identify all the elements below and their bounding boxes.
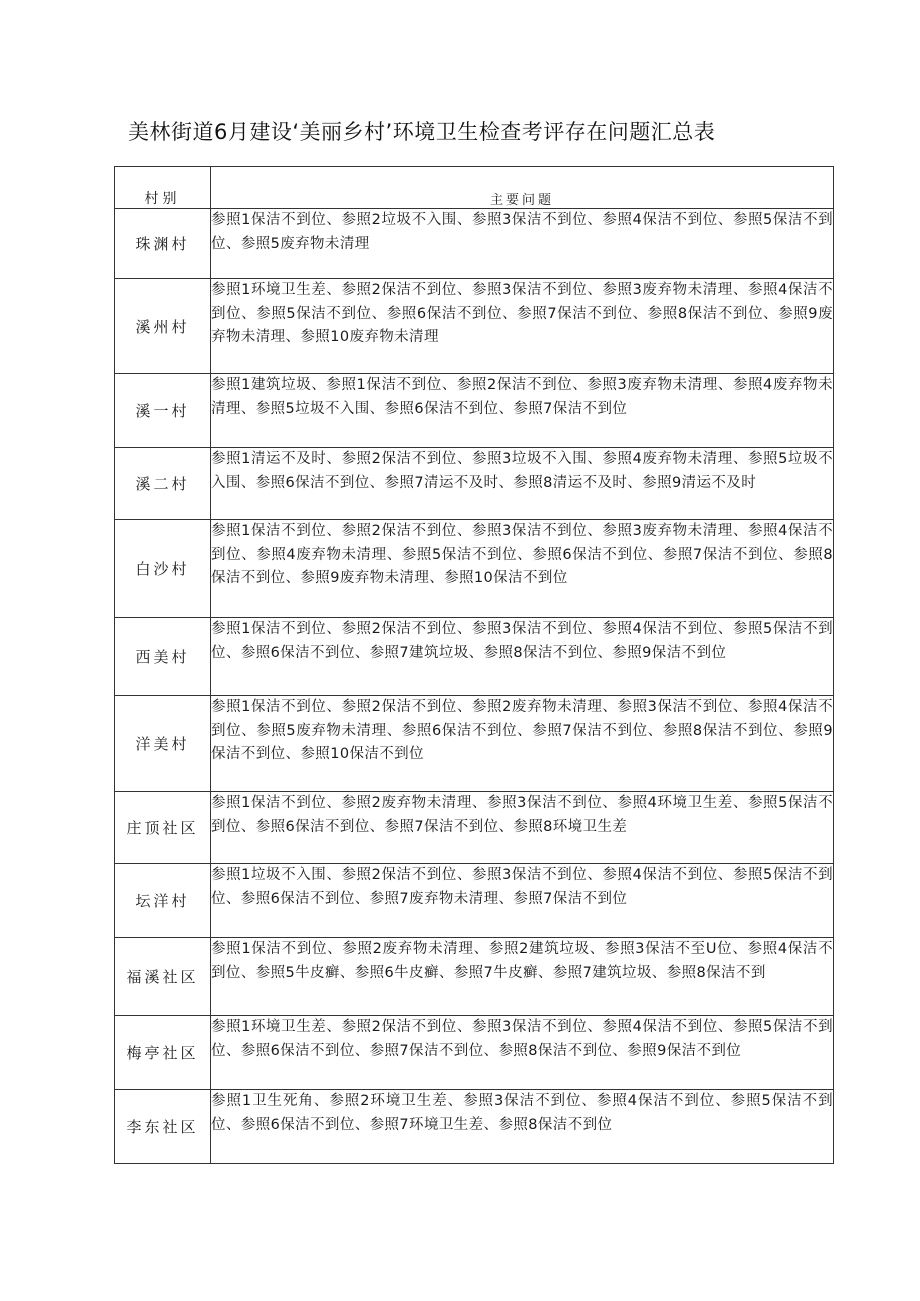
table-row [115,1090,834,1164]
village-problems: 参照1垃圾不入围、参照2保洁不到位、参照3保洁不到位、参照4保洁不到位、参照5保洁不到位、参照6保洁不到位、参照7废弃物未清理、参照7保洁不到位 [211,864,834,938]
village-problems: 参照1保洁不到位、参照2保洁不到位、参照3保洁不到位、参照4保洁不到位、参照5保洁不到位、参照6保洁不到位、参照7建筑垃圾、参照8保洁不到位、参照9保洁不到位 [211,618,834,696]
table-row [115,279,834,374]
problem-summary-table [114,166,834,1164]
village-problems: 参照1保洁不到位、参照2废弃物未清理、参照3保洁不到位、参照4环境卫生差、参照5保洁不到位、参照6保洁不到位、参照7保洁不到位、参照8环境卫生差 [211,792,834,864]
village-name: 溪州村 [115,279,211,374]
table-row [115,209,834,279]
village-name: 洋美村 [115,696,211,792]
village-name: 梅亭社区 [115,1016,211,1090]
column-header-problems: 主要问题 [211,167,834,209]
table-row [115,520,834,618]
table-row [115,618,834,696]
village-problems: 参照1保洁不到位、参照2保洁不到位、参照2废弃物未清理、参照3保洁不到位、参照4保洁不到位、参照5废弃物未清理、参照6保洁不到位、参照7保洁不到位、参照8保洁不到位、参照9保洁不到位、参照10保洁不到位 [211,696,834,792]
village-problems: 参照1卫生死角、参照2环境卫生差、参照3保洁不到位、参照4保洁不到位、参照5保洁不到位、参照6保洁不到位、参照7环境卫生差、参照8保洁不到位 [211,1090,834,1164]
village-name: 西美村 [115,618,211,696]
village-problems: 参照1清运不及时、参照2保洁不到位、参照3垃圾不入围、参照4废弃物未清理、参照5垃圾不入围、参照6保洁不到位、参照7清运不及时、参照8清运不及时、参照9清运不及时 [211,448,834,520]
table-row [115,1016,834,1090]
table-row [115,448,834,520]
village-name: 坛洋村 [115,864,211,938]
village-problems: 参照1环境卫生差、参照2保洁不到位、参照3保洁不到位、参照3废弃物未清理、参照4保洁不到位、参照5保洁不到位、参照6保洁不到位、参照7保洁不到位、参照8保洁不到位、参照9废弃物未清理、参照10废弃物未清理 [211,279,834,374]
village-problems: 参照1保洁不到位、参照2废弃物未清理、参照2建筑垃圾、参照3保洁不至U位、参照4保洁不到位、参照5牛皮癣、参照6牛皮癣、参照7牛皮癣、参照7建筑垃圾、参照8保洁不到 [211,938,834,1016]
table-row [115,696,834,792]
village-name: 溪一村 [115,374,211,448]
village-problems: 参照1建筑垃圾、参照1保洁不到位、参照2保洁不到位、参照3废弃物未清理、参照4废弃物未清理、参照5垃圾不入围、参照6保洁不到位、参照7保洁不到位 [211,374,834,448]
table-row [115,374,834,448]
table-row [115,792,834,864]
column-header-village: 村别 [115,167,211,209]
village-name: 溪二村 [115,448,211,520]
village-name: 福溪社区 [115,938,211,1016]
table-row [115,864,834,938]
document-title: 美林街道6月建设‘美丽乡村’环境卫生检查考评存在问题汇总表 [128,120,716,144]
village-problems: 参照1保洁不到位、参照2垃圾不入围、参照3保洁不到位、参照4保洁不到位、参照5保洁不到位、参照5废弃物未清理 [211,209,834,279]
village-name: 李东社区 [115,1090,211,1164]
village-problems: 参照1环境卫生差、参照2保洁不到位、参照3保洁不到位、参照4保洁不到位、参照5保洁不到位、参照6保洁不到位、参照7保洁不到位、参照8保洁不到位、参照9保洁不到位 [211,1016,834,1090]
village-name: 庄顶社区 [115,792,211,864]
village-name: 白沙村 [115,520,211,618]
table-header-row [115,167,834,209]
village-problems: 参照1保洁不到位、参照2保洁不到位、参照3保洁不到位、参照3废弃物未清理、参照4保洁不到位、参照4废弃物未清理、参照5保洁不到位、参照6保洁不到位、参照7保洁不到位、参照8保洁不到位、参照9废弃物未清理、参照10保洁不到位 [211,520,834,618]
village-name: 珠渊村 [115,209,211,279]
table-row [115,938,834,1016]
